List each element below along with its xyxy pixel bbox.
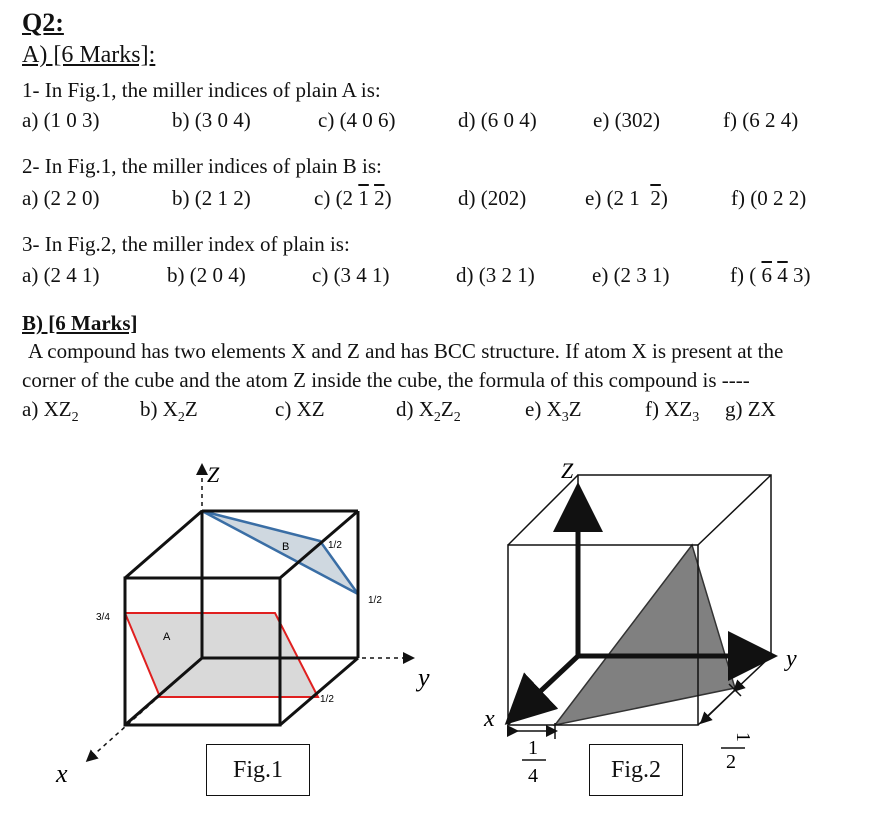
- q1-text: 1- In Fig.1, the miller indices of plain A is:: [22, 78, 381, 102]
- fig1-half-label-bottom: 1/2: [320, 694, 334, 705]
- part-b-heading: B) [6 Marks]: [22, 311, 138, 335]
- q2-option-c-end: ): [384, 186, 392, 210]
- partb-option-g[interactable]: g) ZX: [725, 397, 776, 421]
- q2-option-d[interactable]: d) (202): [458, 186, 527, 210]
- part-b-line1: A compound has two elements X and Z and has BCC structure. If atom X is present at the: [28, 339, 784, 363]
- q2-option-e-bar: 2: [650, 186, 661, 210]
- q3-option-d[interactable]: d) (3 2 1): [456, 263, 535, 287]
- q3-text: 3- In Fig.2, the miller index of plain is:: [22, 232, 350, 256]
- fig2-x-label: x: [484, 706, 495, 732]
- q2-option-e-end: ): [660, 186, 668, 210]
- fig1-half-label-right: 1/2: [368, 595, 382, 606]
- q2-option-c-pre: c) (2: [314, 186, 359, 210]
- fig2-z-label: Z: [561, 458, 574, 483]
- q3-option-f-end: 3): [787, 263, 811, 287]
- partb-option-c[interactable]: c) XZ: [275, 397, 325, 421]
- q1-option-c[interactable]: c) (4 0 6): [318, 108, 396, 132]
- partb-option-e-post: Z: [568, 397, 582, 421]
- partb-option-d-sub2: 2: [453, 410, 461, 426]
- partb-option-b-sub: 2: [177, 410, 185, 426]
- fig1-label-b: B: [282, 541, 290, 553]
- partb-option-f-sub: 3: [692, 410, 700, 426]
- q3-option-f-bar2: 4: [777, 263, 788, 287]
- partb-option-a-sub: 2: [71, 410, 79, 426]
- part-a-heading: A) [6 Marks]:: [22, 42, 156, 68]
- q2-text: 2- In Fig.1, the miller indices of plain B is:: [22, 154, 382, 178]
- q2-option-c-bar2: 2: [374, 186, 385, 210]
- partb-option-d-sub: 2: [433, 410, 441, 426]
- q3-option-c[interactable]: c) (3 4 1): [312, 263, 390, 287]
- fig2-y-label: y: [786, 646, 797, 672]
- fig1-y-label: y: [418, 663, 430, 692]
- q2-option-e-pre: e) (2 1: [585, 186, 651, 210]
- fig1-caption: Fig.1: [206, 744, 310, 796]
- q3-option-f-bar1: 6: [761, 263, 772, 287]
- partb-option-d-post: Z: [440, 397, 454, 421]
- partb-option-a-text: a) XZ: [22, 397, 72, 421]
- q3-option-a[interactable]: a) (2 4 1): [22, 263, 100, 287]
- fig2-quarter-denominator: 4: [528, 765, 538, 787]
- partb-option-b-text: b) X: [140, 397, 178, 421]
- partb-option-e-text: e) X: [525, 397, 562, 421]
- fig2-half-numerator: 1: [732, 732, 754, 742]
- fig1-three-quarter-label: 3/4: [96, 612, 110, 623]
- question-title: Q2:: [22, 8, 64, 37]
- partb-option-d-text: d) X: [396, 397, 434, 421]
- fig1-plane-a: [125, 613, 318, 697]
- q1-option-e[interactable]: e) (302): [593, 108, 661, 132]
- fig2-diagram: [508, 475, 771, 739]
- fig2-caption: Fig.2: [589, 744, 683, 796]
- partb-option-e-sub: 3: [561, 410, 569, 426]
- fig1-x-label: x: [56, 759, 68, 788]
- fig1-half-label-top: 1/2: [328, 540, 342, 551]
- fig1-z-label: Z: [207, 462, 220, 487]
- part-b-line2: corner of the cube and the atom Z inside the cube, the formula of this compound is ----: [22, 368, 750, 392]
- q1-option-d[interactable]: d) (6 0 4): [458, 108, 537, 132]
- q3-option-b[interactable]: b) (2 0 4): [167, 263, 246, 287]
- q3-option-e[interactable]: e) (2 3 1): [592, 263, 670, 287]
- q1-option-a[interactable]: a) (1 0 3): [22, 108, 100, 132]
- q2-option-a[interactable]: a) (2 2 0): [22, 186, 100, 210]
- q2-option-f[interactable]: f) (0 2 2): [731, 186, 807, 210]
- q1-option-f[interactable]: f) (6 2 4): [723, 108, 799, 132]
- fig1-label-a: A: [163, 631, 171, 643]
- q1-option-b[interactable]: b) (3 0 4): [172, 108, 251, 132]
- fig1-diagram: [88, 466, 412, 760]
- partb-option-b-post: Z: [184, 397, 198, 421]
- fig2-plane: [555, 545, 735, 725]
- fig2-half-denominator: 2: [726, 751, 736, 773]
- q2-option-b[interactable]: b) (2 1 2): [172, 186, 251, 210]
- q2-option-c-bar1: 1: [358, 186, 369, 210]
- partb-option-f-text: f) XZ: [645, 397, 693, 421]
- q3-option-f-pre: f) (: [730, 263, 762, 287]
- fig2-quarter-numerator: 1: [528, 737, 538, 759]
